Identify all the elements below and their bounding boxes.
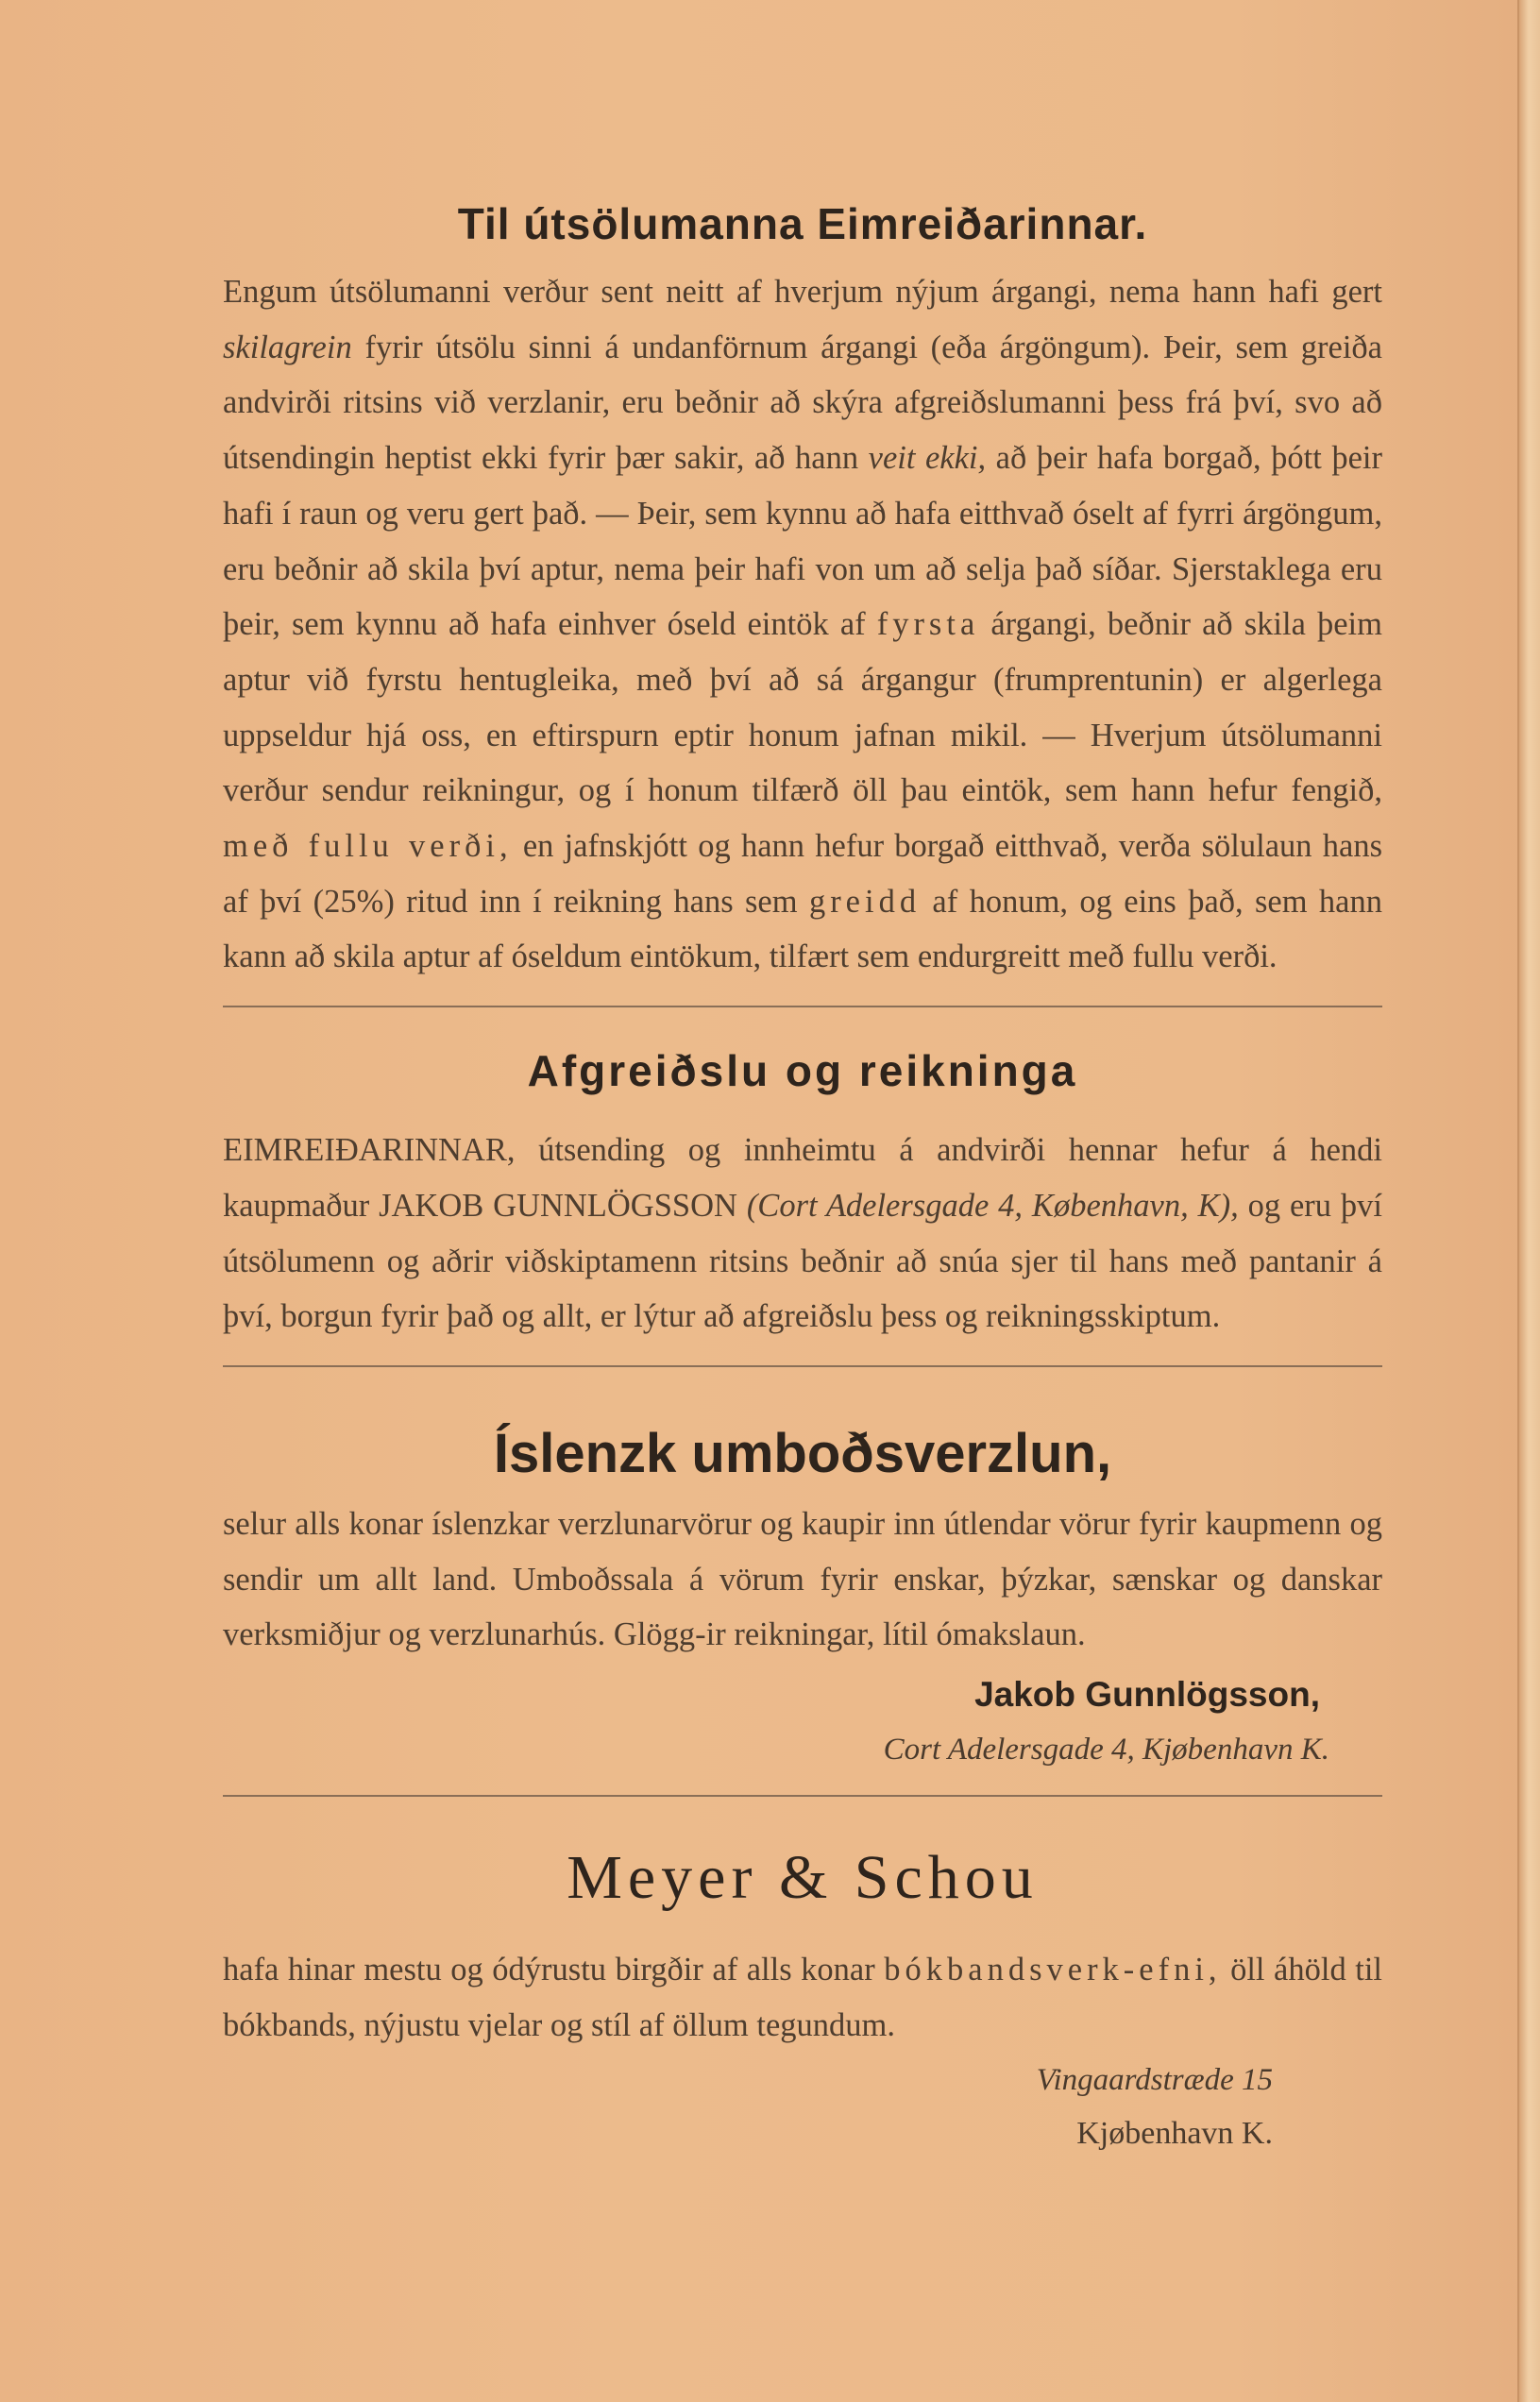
utsolumanna-paragraph	[223, 264, 1382, 985]
afgreidslu-text-1: EIMREIÐARINNAR, útsending og innheimtu á andvirði hennar hefur á hendi kaupmaður JAKOB GUNNLÖGSSON	[223, 1132, 1382, 1224]
meyer-spaced: bókbandsverk-efni,	[884, 1952, 1222, 1988]
meyer-text-1: hafa hinar mestu og ódýrustu birgðir af alls konar	[223, 1952, 885, 1988]
section-divider	[223, 1365, 1382, 1367]
section-divider	[223, 1795, 1382, 1797]
islenzk-title: Íslenzk umboðsverzlun,	[493, 1422, 1112, 1484]
document-content	[223, 198, 1382, 2160]
utsolumanna-text-4: árgangi, beðnir að skila þeim aptur við fyrstu hentugleika, með því að sá árgangur (frumprentunin) er algerlega uppseldur hjá oss, en eftirspurn eptir honum jafnan mikil. — Hverjum útsölumanni verður sendur reikningur, og í honum tilfærð öll þau eintök, sem hann hefur fengið,	[223, 606, 1382, 809]
meyer-address-block	[223, 2053, 1382, 2160]
islenzk-signature-address: Cort Adelersgade 4, Kjøbenhavn K.	[883, 1733, 1329, 1768]
page-edge	[1517, 0, 1540, 2402]
afgreidslu-address: (Cort Adelersgade 4, København, K),	[746, 1187, 1239, 1224]
section-divider	[223, 1006, 1382, 1007]
utsolumanna-spaced-2: með fullu verði,	[223, 828, 513, 865]
utsolumanna-text-5: en jafnskjótt og hann hefur borgað eitthvað, verða sölulaun hans af því (25%) ritud inn í reikning hans sem	[223, 828, 1382, 920]
utsolumanna-spaced-1: fyrsta	[876, 606, 980, 643]
islenzk-signature-name: Jakob Gunnlögsson,	[974, 1675, 1320, 1715]
utsolumanna-text-3: að þeir hafa borgað, þótt þeir hafi í raun og veru gert það. — Þeir, sem kynnu að hafa eitthvað óselt af fyrri árgöngum, eru beðnir að skila því aptur, nema þeir hafi von um að selja það síðar. Sjerstaklega eru þeir, sem kynnu að hafa einhver óseld eintök af	[223, 440, 1382, 643]
utsolumanna-emphasis-1: skilagrein	[223, 329, 352, 365]
meyer-city: Kjøbenhavn K.	[1076, 2116, 1273, 2152]
afgreidslu-title: Afgreiðslu og reikninga	[527, 1046, 1078, 1096]
meyer-street: Vingaardstræde 15	[1036, 2063, 1273, 2098]
afgreidslu-text-2: og eru því útsölumenn og aðrir viðskiptamenn ritsins beðnir að snúa sjer til hans með pantanir á því, borgun fyrir það og allt, er lýtur að afgreiðslu þess og reikningsskiptum.	[223, 1187, 1382, 1335]
utsolumanna-text-1: Engum útsölumanni verður sent neitt af hverjum nýjum árgangi, nema hann hafi gert	[223, 274, 1382, 310]
utsolumanna-title: Til útsölumanna Eimreiðarinnar.	[457, 199, 1148, 248]
utsolumanna-spaced-3: greidd	[808, 883, 922, 920]
section-utsolumanna	[223, 198, 1382, 1007]
section-meyer	[223, 1842, 1382, 2160]
section-islenzk	[223, 1422, 1382, 1797]
utsolumanna-text-2: fyrir útsölu sinni á undanförnum árgangi (eða árgöngum). Þeir, sem greiða andvirði ritsins við verzlanir, eru beðnir að skýra afgreiðslumanni þess frá því, svo að útsendingin heptist ekki fyrir þær sakir, að hann	[223, 329, 1382, 477]
meyer-paragraph	[223, 1942, 1382, 2053]
meyer-text-2: öll áhöld til bókbands, nýjustu vjelar og stíl af öllum tegundum.	[223, 1952, 1382, 2043]
section-afgreidslu	[223, 1045, 1382, 1367]
afgreidslu-paragraph	[223, 1123, 1382, 1345]
utsolumanna-emphasis-2: veit ekki,	[868, 440, 987, 477]
utsolumanna-text-6: af honum, og eins það, sem hann kann að skila aptur af óseldum eintökum, tilfært sem endurgreitt með fullu verði.	[223, 883, 1382, 975]
islenzk-paragraph: selur alls konar íslenzkar verzlunarvörur og kaupir inn útlendar vörur fyrir kaupmenn og sendir um allt land. Umboðssala á vörum fyrir enskar, þýzkar, sænskar og danskar verksmiðjur og verzlunarhús. Glögg-ir reikningar, lítil ómakslaun.	[223, 1505, 1382, 1653]
islenzk-signature-block	[223, 1665, 1382, 1774]
meyer-title: Meyer & Schou	[567, 1843, 1039, 1913]
